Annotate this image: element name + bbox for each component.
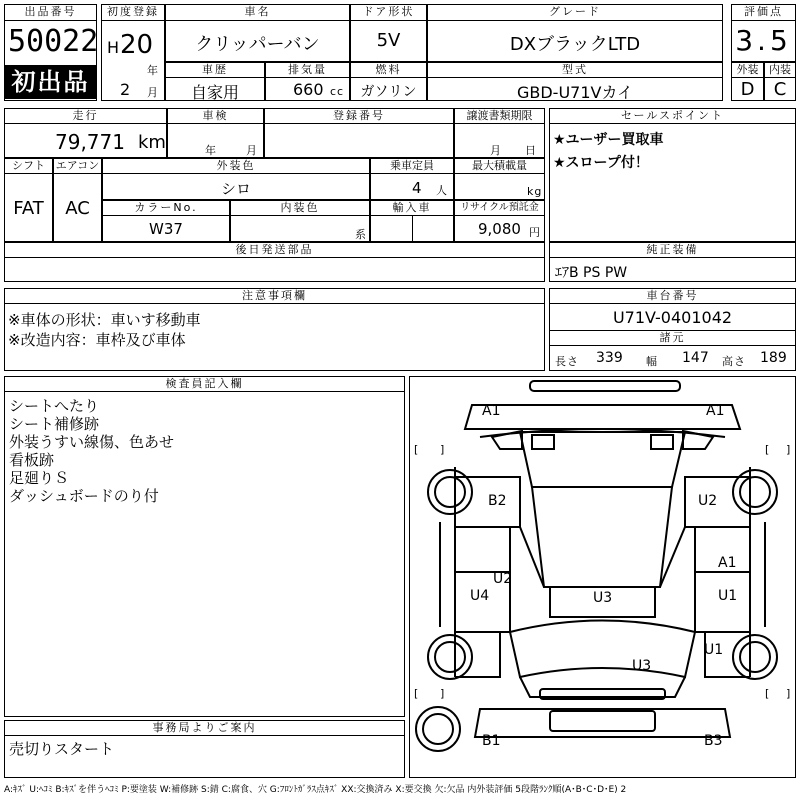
max-load-label: 最大積載量 (454, 158, 545, 174)
length: 339 (596, 350, 623, 366)
ext-color: シロ (220, 180, 251, 198)
exterior-grade-label: 外装 (731, 62, 764, 78)
first-listing-badge: 初出品 (5, 65, 96, 99)
capacity-label: 乗車定員 (370, 158, 454, 174)
legend: A:ｷｽﾞ U:ﾍｺﾐ B:ｷｽﾞを伴うﾍｺﾐ P:要塗装 W:補修跡 S:錆 C:腐食、穴 G:ﾌﾛﾝﾄｶﾞﾗｽ点ｷｽﾞ XX:交換済み X:要交換 欠:欠品 内外装評価 5段階ﾗﾝｸ順(A･B･C･D･E) 2 (4, 785, 627, 795)
first-reg-month: 2 (120, 80, 131, 99)
lot-number: 50022 (8, 24, 99, 59)
score-label: 評価点 (731, 4, 796, 21)
recycle-label: リサイクル預託金 (454, 200, 545, 216)
model: GBD-U71Vカイ (516, 83, 633, 102)
inspection-label: 車検 (167, 108, 264, 124)
chassis-number: U71V-0401042 (612, 308, 733, 327)
registration-label: 登録番号 (264, 108, 454, 124)
fuel-label: 燃料 (350, 62, 427, 78)
mileage: 79,771 (55, 130, 125, 154)
mileage-label: 走行 (4, 108, 167, 124)
office-label: 事務局よりご案内 (4, 720, 405, 736)
recycle-unit: 円 (529, 226, 541, 239)
shift: FAT (13, 198, 44, 219)
mark-a1-front-right: A1 (706, 403, 725, 419)
grade: DXブラックLTD (509, 34, 641, 55)
ac: AC (65, 198, 90, 219)
later-parts-label: 後日発送部品 (4, 242, 545, 258)
car-name: クリッパーバン (195, 34, 320, 55)
capacity-unit: 人 (436, 184, 448, 197)
inspector-line-2: シート補修跡 (9, 415, 100, 433)
equipment: ｴｱB PS PW (555, 265, 628, 281)
first-reg-year: 20 (120, 30, 154, 60)
length-label: 長さ (555, 355, 579, 368)
caution-line-1: ※車体の形状：車いす移動車 (8, 311, 201, 329)
svg-text:]: ] (440, 443, 445, 456)
displacement: 660 (293, 80, 324, 99)
era-prefix: H (107, 38, 120, 57)
inspector-label: 検査員記入欄 (4, 376, 405, 392)
svg-text:[: [ (765, 687, 770, 700)
fuel: ガソリン (360, 84, 417, 100)
transfer-month-unit: 月 (490, 144, 502, 157)
shift-label: シフト (4, 158, 53, 174)
int-color-label: 内装色 (230, 200, 370, 216)
mark-u3-rear: U3 (632, 658, 652, 674)
car-name-label: 車名 (165, 4, 350, 21)
displacement-label: 排気量 (265, 62, 350, 78)
inspector-line-4: 看板跡 (9, 451, 55, 469)
mark-u1-right-lower: U1 (704, 642, 724, 658)
recycle-fee: 9,080 (478, 220, 521, 238)
mark-b1-rear-left: B1 (482, 733, 501, 749)
exterior-grade: D (740, 79, 755, 100)
door-label: ドア形状 (350, 4, 427, 21)
color-no-label: カラーNo. (102, 200, 230, 216)
svg-text:]: ] (786, 687, 791, 700)
office-message: 売切りスタート (9, 740, 115, 758)
svg-text:[: [ (414, 687, 419, 700)
caution-line-2: ※改造内容：車枠及び車体 (8, 331, 186, 349)
door-type: 5V (376, 30, 401, 51)
sales-point-1: ★ユーザー買取車 (553, 132, 664, 148)
width: 147 (682, 350, 709, 366)
mark-b2-left: B2 (488, 493, 507, 509)
mark-u4-left: U4 (470, 588, 490, 604)
grade-label: グレード (427, 4, 723, 21)
car-outline-diagram (410, 377, 795, 777)
mark-u3-center: U3 (593, 590, 613, 606)
history-label: 車歴 (165, 62, 265, 78)
model-label: 型式 (427, 62, 723, 78)
equipment-label: 純正装備 (549, 242, 796, 258)
import-divider (412, 216, 413, 242)
mark-u1-right-upper: U1 (718, 588, 738, 604)
mark-u2-left-door: U2 (493, 571, 513, 587)
score: 3.5 (735, 24, 792, 57)
svg-text:[: [ (414, 443, 419, 456)
svg-text:[: [ (765, 443, 770, 456)
ac-label: エアコン (53, 158, 102, 174)
mileage-unit: km (138, 132, 166, 153)
lot-number-label: 出品番号 (4, 4, 97, 21)
inspector-line-6: ダッシュボードのり付 (9, 487, 159, 505)
interior-grade-label: 内装 (764, 62, 796, 78)
caution-label: 注意事項欄 (4, 288, 545, 304)
mark-u2-right: U2 (698, 493, 718, 509)
year-unit: 年 (147, 64, 159, 77)
mark-a1-right-door: A1 (718, 555, 737, 571)
max-load-unit: kg (527, 185, 543, 198)
int-color-unit: 系 (355, 228, 367, 241)
mark-b3-rear-right: B3 (704, 733, 723, 749)
month-unit: 月 (147, 86, 159, 99)
sales-point-label: セールスポイント (549, 108, 796, 124)
capacity: 4 (412, 179, 422, 197)
history: 自家用 (190, 83, 239, 102)
svg-text:]: ] (440, 687, 445, 700)
height: 189 (760, 350, 787, 366)
interior-grade: C (773, 79, 787, 100)
chassis-label: 車台番号 (549, 288, 796, 304)
inspection-year-unit: 年 (205, 144, 217, 157)
displacement-unit: cc (330, 85, 345, 98)
sales-point-2: ★スロープ付！ (553, 155, 649, 171)
mark-a1-front-left: A1 (482, 403, 501, 419)
inspector-line-5: 足廻りＳ (9, 469, 70, 487)
svg-text:]: ] (786, 443, 791, 456)
ext-color-label: 外装色 (102, 158, 370, 174)
inspector-line-1: シートへたり (9, 397, 100, 415)
height-label: 高さ (722, 355, 746, 368)
transfer-day-unit: 日 (525, 144, 537, 157)
inspection-month-unit: 月 (246, 144, 258, 157)
width-label: 幅 (646, 355, 658, 368)
inspector-line-3: 外装うすい線傷、色あせ (9, 433, 175, 451)
transfer-label: 譲渡書類期限 (454, 108, 545, 124)
import-label: 輸入車 (370, 200, 454, 216)
damage-diagram (409, 376, 796, 778)
first-reg-label: 初度登録 (101, 4, 165, 21)
color-no: W37 (149, 220, 183, 238)
specs-label: 諸元 (549, 330, 796, 346)
